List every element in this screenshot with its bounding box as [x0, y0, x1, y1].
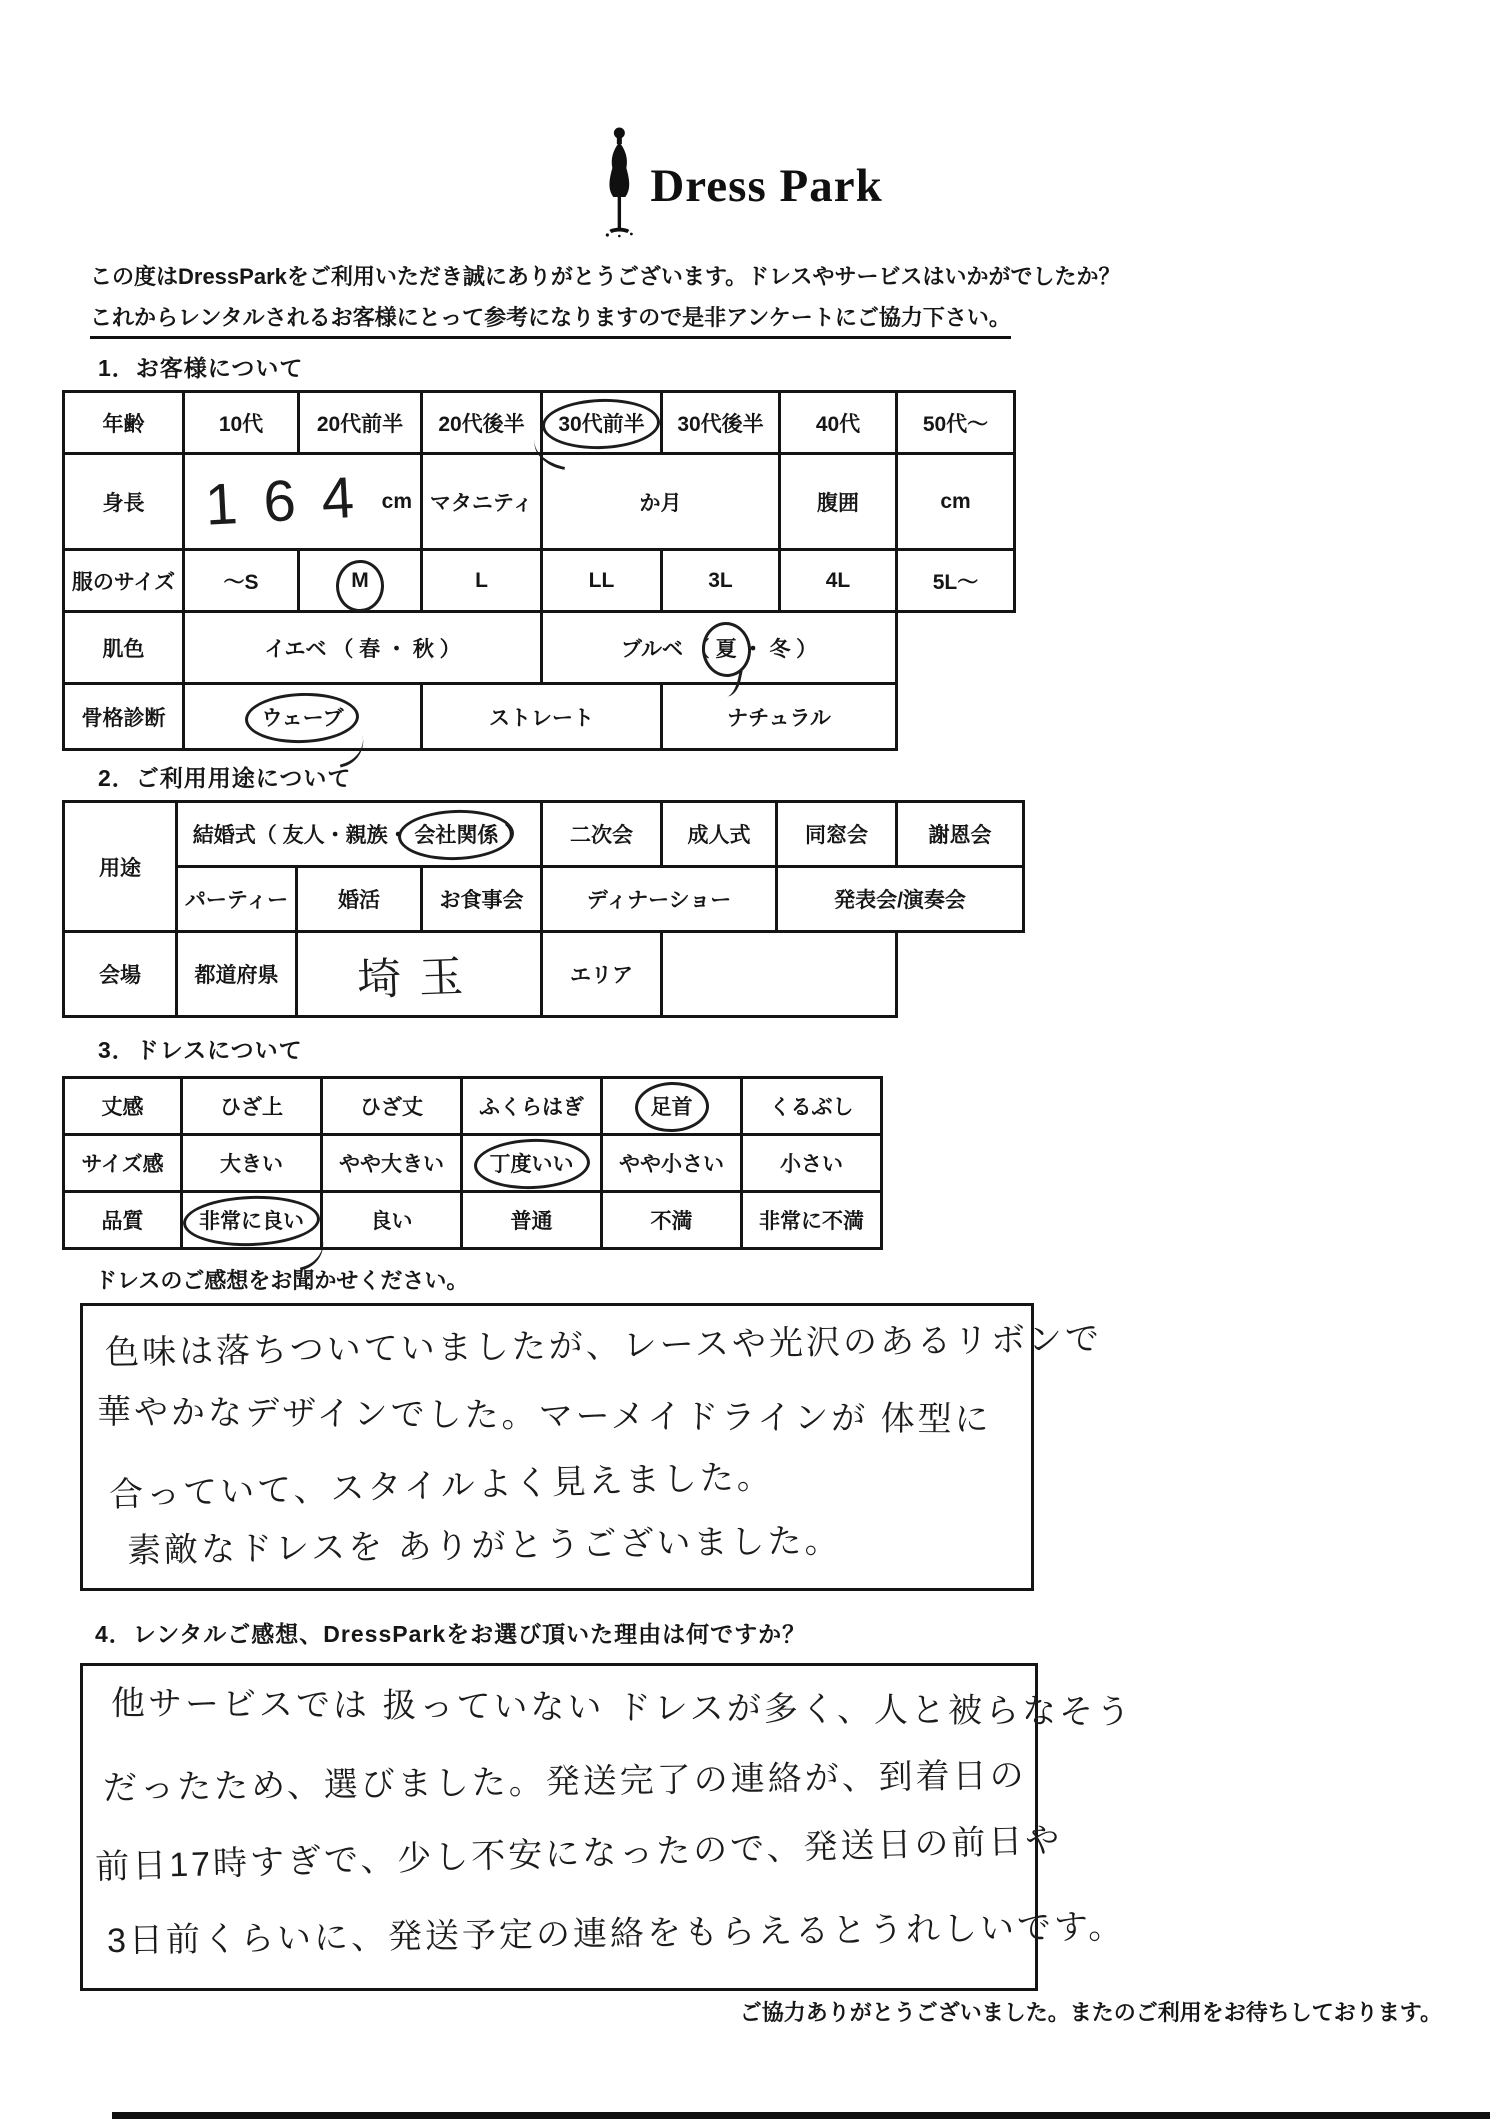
height-value-handwritten: 164 — [203, 463, 381, 538]
purpose-option: お食事会 — [422, 867, 542, 932]
usage-table — [62, 800, 1025, 1018]
age-option: 30代後半 — [662, 392, 780, 454]
fit-option: 大きい — [182, 1135, 322, 1192]
age-option: 20代後半 — [422, 392, 542, 454]
fit-row — [64, 1135, 882, 1192]
size-label: 服のサイズ — [64, 550, 184, 612]
age-label: 年齢 — [64, 392, 184, 454]
dress-table — [62, 1076, 883, 1250]
age-option: 40代 — [780, 392, 897, 454]
rental-reason-line: 他サービスでは 扱っていない ドレスが多く、人と被らなそう — [110, 1684, 1134, 1732]
quality-option: 良い — [322, 1192, 462, 1249]
selection-circle: 30代前半 — [558, 408, 644, 438]
purpose-option: パーティー — [177, 867, 297, 932]
quality-option: 不満 — [602, 1192, 742, 1249]
dress-feedback-line: 合っていて、スタイルよく見えました。 — [108, 1457, 775, 1515]
size-option: LL — [542, 550, 662, 612]
height-label: 身長 — [64, 454, 184, 550]
purpose-row-1 — [64, 802, 1024, 867]
quality-option-selected — [182, 1192, 322, 1249]
skin-option-blue-base — [542, 612, 897, 684]
length-option: ひざ丈 — [322, 1078, 462, 1135]
quality-option: 非常に不満 — [742, 1192, 882, 1249]
age-option: 10代 — [184, 392, 299, 454]
fit-option: やや小さい — [602, 1135, 742, 1192]
size-option: 5L～ — [897, 550, 1015, 612]
quality-row — [64, 1192, 882, 1249]
customer-table — [62, 390, 1016, 751]
purpose-option: 二次会 — [542, 802, 662, 867]
length-label: 丈感 — [64, 1078, 182, 1135]
section2-heading: 2．ご利用用途について — [98, 765, 352, 791]
rental-reason-box — [80, 1663, 1134, 1991]
fit-option-selected — [462, 1135, 602, 1192]
rental-reason-line: 前日17時すぎで、少し不安になったので、発送日の前日や — [94, 1821, 1063, 1887]
dress-form-icon — [600, 126, 638, 245]
skeleton-option: ストレート — [422, 684, 662, 750]
length-option: くるぶし — [742, 1078, 882, 1135]
selection-circle: 会社関係 — [414, 819, 498, 849]
age-option-selected — [542, 392, 662, 454]
clothing-size-row — [64, 550, 1015, 612]
skin-label: 肌色 — [64, 612, 184, 684]
dress-feedback-line: 色味は落ちついていましたが、レースや光沢のあるリボンで — [104, 1320, 1103, 1372]
purpose-option: 成人式 — [662, 802, 777, 867]
section1-heading: 1．お客様について — [98, 355, 304, 381]
blue-base-suffix: ・ 冬 ） — [742, 637, 818, 661]
height-row — [64, 454, 1015, 550]
maternity-months-label: か月 — [542, 454, 780, 550]
wedding-suffix: ） — [504, 824, 526, 847]
scan-artifact-line — [112, 2112, 1490, 2119]
rental-reason-line: だったため、選びました。発送完了の連絡が、到着日の — [102, 1756, 1027, 1808]
fit-option: 小さい — [742, 1135, 882, 1192]
intro-thanks-text: この度はDressParkをご利用いただき誠にありがとうございます。ドレスやサービスはいかがでしたか？ — [90, 264, 1121, 289]
selection-circle: 丁度いい — [490, 1148, 574, 1178]
brand-logo — [600, 126, 882, 245]
length-row — [64, 1078, 882, 1135]
prefecture-value-cell — [297, 932, 542, 1017]
waist-label: 腹囲 — [780, 454, 897, 550]
quality-option: 普通 — [462, 1192, 602, 1249]
purpose-option: 婚活 — [297, 867, 422, 932]
section4-heading: 4．レンタルご感想、DressParkをお選び頂いた理由は何ですか？ — [95, 1621, 807, 1647]
brand-name: Dress Park — [650, 159, 883, 212]
venue-label: 会場 — [64, 932, 177, 1017]
skin-option-yellow-base: イエベ （ 春 ・ 秋 ） — [184, 612, 542, 684]
age-row — [64, 392, 1015, 454]
dress-feedback-line: 素敵なドレスを ありがとうございました。 — [126, 1522, 842, 1570]
skeleton-option-selected — [184, 684, 422, 750]
selection-circle: ウェーブ — [261, 702, 343, 732]
selection-circle: 夏 — [716, 633, 737, 663]
selection-circle: 非常に良い — [199, 1205, 304, 1235]
area-label: エリア — [542, 932, 662, 1017]
prefecture-label: 都道府県 — [177, 932, 297, 1017]
venue-row — [64, 932, 1024, 1017]
age-option: 50代～ — [897, 392, 1015, 454]
footer-thanks-text: ご協力ありがとうございました。またのご利用をお待ちしております。 — [739, 2000, 1442, 2025]
skeleton-row — [64, 684, 1015, 750]
intro-request-text: これからレンタルされるお客様にとって参考になりますので是非アンケートにご協力下さい。 — [90, 301, 1011, 339]
empty-area — [897, 932, 1024, 1017]
size-option: ～S — [184, 550, 299, 612]
size-option: 4L — [780, 550, 897, 612]
length-option: ふくらはぎ — [462, 1078, 602, 1135]
selection-circle: 足首 — [651, 1091, 693, 1121]
purpose-label: 用途 — [64, 802, 177, 932]
height-value-cell — [184, 454, 422, 550]
maternity-label: マタニティ — [422, 454, 542, 550]
purpose-option: 謝恩会 — [897, 802, 1024, 867]
fit-label: サイズ感 — [64, 1135, 182, 1192]
dress-feedback-box — [80, 1303, 1103, 1591]
quality-label: 品質 — [64, 1192, 182, 1249]
purpose-option: 同窓会 — [777, 802, 897, 867]
purpose-option: 発表会/演奏会 — [777, 867, 1024, 932]
area-value-cell — [662, 932, 897, 1017]
size-option-selected — [299, 550, 422, 612]
purpose-row-2 — [64, 867, 1024, 932]
wedding-prefix: 結婚式（ 友人・親族・ — [192, 824, 409, 847]
skeleton-option: ナチュラル — [662, 684, 897, 750]
waist-unit-label: cm — [897, 454, 1015, 550]
size-option: 3L — [662, 550, 780, 612]
length-option: ひざ上 — [182, 1078, 322, 1135]
rental-reason-line: 3日前くらいに、発送予定の連絡をもらえるとうれしいです。 — [106, 1907, 1126, 1961]
size-option: L — [422, 550, 542, 612]
blue-base-prefix: ブルベ （ — [620, 637, 710, 661]
skeleton-label: 骨格診断 — [64, 684, 184, 750]
selection-circle: M — [351, 568, 369, 592]
height-unit: cm — [381, 489, 412, 513]
dress-feedback-line: 華やかなデザインでした。マーメイドラインが 体型に — [96, 1393, 992, 1439]
purpose-option-wedding — [177, 802, 542, 867]
empty-area — [897, 684, 1015, 750]
dress-feedback-prompt: ドレスのご感想をお聞かせください。 — [95, 1268, 469, 1293]
fit-option: やや大きい — [322, 1135, 462, 1192]
length-option-selected — [602, 1078, 742, 1135]
purpose-option: ディナーショー — [542, 867, 777, 932]
intro-block — [90, 260, 1430, 339]
age-option: 20代前半 — [299, 392, 422, 454]
section3-heading: 3．ドレスについて — [98, 1037, 303, 1063]
prefecture-value-handwritten: 埼玉 — [356, 951, 482, 1006]
skin-tone-row — [64, 612, 1015, 684]
empty-area — [897, 612, 1015, 684]
